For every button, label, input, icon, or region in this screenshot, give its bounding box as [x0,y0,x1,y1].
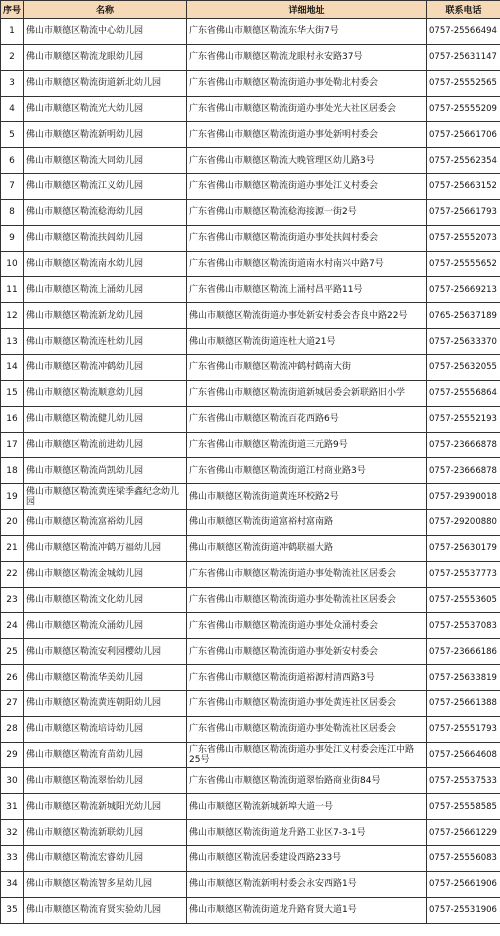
cell-index: 7 [1,174,24,200]
table-row [1,871,500,897]
cell-name: 佛山市顺德区勒流新城阳光幼儿园 [24,794,187,820]
cell-index: 32 [1,820,24,846]
cell-name: 佛山市顺德区勒流连杜幼儿园 [24,329,187,355]
cell-name: 佛山市顺德区勒流安利园樱幼儿园 [24,639,187,665]
cell-index: 14 [1,354,24,380]
table-row [1,742,500,768]
table-row [1,484,500,510]
cell-name: 佛山市顺德区勒流华美幼儿园 [24,665,187,691]
cell-index: 31 [1,794,24,820]
header-address: 详细地址 [187,1,427,19]
table-row [1,251,500,277]
table-row [1,510,500,536]
cell-phone: 0757-25552073 [427,225,500,251]
cell-phone: 0757-25558585 [427,794,500,820]
cell-phone: 0757-25663152 [427,174,500,200]
cell-phone: 0757-23666878 [427,432,500,458]
table-header-row [1,1,500,19]
cell-name: 佛山市顺德区勒流金城幼儿园 [24,561,187,587]
table-row [1,432,500,458]
cell-phone: 0757-23666186 [427,639,500,665]
cell-name: 佛山市顺德区勒流黄连梁季鑫纪念幼儿园 [24,484,187,510]
cell-address: 佛山市顺德区勒流街道黄连环校路2号 [187,484,427,510]
cell-index: 29 [1,742,24,768]
cell-name: 佛山市顺德区勒流中心幼儿园 [24,19,187,45]
cell-address: 广东省佛山市顺德区勒流街道办事处黄连社区居委会 [187,690,427,716]
cell-index: 33 [1,846,24,872]
cell-index: 25 [1,639,24,665]
table-row [1,96,500,122]
cell-index: 8 [1,199,24,225]
cell-name: 佛山市顺德区勒流尚凯幼儿园 [24,458,187,484]
table-row [1,587,500,613]
table-row [1,354,500,380]
cell-name: 佛山市顺德区勒流冲鹤幼儿园 [24,354,187,380]
cell-address: 广东省佛山市顺德区勒流龙眼村永安路37号 [187,44,427,70]
cell-phone: 0757-25537773 [427,561,500,587]
table-row [1,303,500,329]
cell-index: 4 [1,96,24,122]
cell-name: 佛山市顺德区勒流稔海幼儿园 [24,199,187,225]
table-row [1,19,500,45]
cell-phone: 0757-25661706 [427,122,500,148]
cell-address: 广东省佛山市顺德区勒流街道办事处江义村委会连江中路25号 [187,742,427,768]
cell-name: 佛山市顺德区勒流健儿幼儿园 [24,406,187,432]
cell-address: 佛山市顺德区勒流新城新埠大道一号 [187,794,427,820]
cell-index: 18 [1,458,24,484]
table-row [1,535,500,561]
cell-name: 佛山市顺德区勒流黄连朝阳幼儿园 [24,690,187,716]
cell-name: 佛山市顺德区勒流翠怡幼儿园 [24,768,187,794]
header-name: 名称 [24,1,187,19]
cell-phone: 0757-25631147 [427,44,500,70]
cell-phone: 0757-25661229 [427,820,500,846]
cell-name: 佛山市顺德区勒流文化幼儿园 [24,587,187,613]
cell-name: 佛山市顺德区勒流前进幼儿园 [24,432,187,458]
cell-index: 11 [1,277,24,303]
cell-address: 佛山市顺德区勒流街道冲鹤联福大路 [187,535,427,561]
cell-name: 佛山市顺德区勒流上涌幼儿园 [24,277,187,303]
cell-index: 26 [1,665,24,691]
cell-name: 佛山市顺德区勒流南水幼儿园 [24,251,187,277]
cell-index: 15 [1,380,24,406]
cell-name: 佛山市顺德区勒流扶闾幼儿园 [24,225,187,251]
cell-address: 佛山市顺德区勒流街道龙升路工业区7-3-1号 [187,820,427,846]
cell-address: 广东省佛山市顺德区勒流稔海接源一街2号 [187,199,427,225]
table-row [1,716,500,742]
cell-phone: 0765-25637189 [427,303,500,329]
cell-phone: 0757-25555652 [427,251,500,277]
cell-index: 28 [1,716,24,742]
cell-index: 2 [1,44,24,70]
cell-address: 佛山市顺德区勒流居委建设西路233号 [187,846,427,872]
table-row [1,122,500,148]
cell-name: 佛山市顺德区勒流育苗幼儿园 [24,742,187,768]
cell-name: 佛山市顺德区勒流新联幼儿园 [24,820,187,846]
cell-index: 30 [1,768,24,794]
cell-address: 广东省佛山市顺德区勒流街道办事处勒流社区居委会 [187,716,427,742]
cell-address: 广东省佛山市顺德区勒流街道办事处众涌村委会 [187,613,427,639]
cell-address: 广东省佛山市顺德区勒流东华大街7号 [187,19,427,45]
table-row [1,225,500,251]
cell-name: 佛山市顺德区勒流智多星幼儿园 [24,871,187,897]
cell-index: 10 [1,251,24,277]
cell-index: 21 [1,535,24,561]
cell-address: 广东省佛山市顺德区勒流街道办事处勒北村委会 [187,70,427,96]
cell-name: 佛山市顺德区勒流培诗幼儿园 [24,716,187,742]
table-row [1,44,500,70]
table-row [1,690,500,716]
table-row [1,768,500,794]
cell-index: 16 [1,406,24,432]
cell-name: 佛山市顺德区勒流龙眼幼儿园 [24,44,187,70]
cell-phone: 0757-23666878 [427,458,500,484]
table-row [1,846,500,872]
cell-address: 广东省佛山市顺德区勒流街道办事处勒流社区居委会 [187,561,427,587]
cell-index: 23 [1,587,24,613]
cell-address: 广东省佛山市顺德区勒流街道办事处新明村委会 [187,122,427,148]
cell-phone: 0757-29200880 [427,510,500,536]
cell-index: 34 [1,871,24,897]
table-row [1,665,500,691]
cell-phone: 0757-25552193 [427,406,500,432]
cell-address: 广东省佛山市顺德区勒流街道三元路9号 [187,432,427,458]
table-row [1,329,500,355]
cell-index: 20 [1,510,24,536]
cell-address: 广东省佛山市顺德区勒流大晚管理区幼儿路3号 [187,148,427,174]
cell-index: 24 [1,613,24,639]
cell-address: 广东省佛山市顺德区勒流街道办事处扶闾村委会 [187,225,427,251]
table-row [1,70,500,96]
cell-name: 佛山市顺德区勒流育贤实验幼儿园 [24,897,187,923]
cell-phone: 0757-25661793 [427,199,500,225]
cell-address: 广东省佛山市顺德区勒流街道办事处勒流社区居委会 [187,587,427,613]
cell-phone: 0757-25630179 [427,535,500,561]
cell-phone: 0757-29390018 [427,484,500,510]
cell-phone: 0757-25661906 [427,871,500,897]
cell-address: 佛山市顺德区勒流街道连杜大道21号 [187,329,427,355]
table-row [1,613,500,639]
cell-address: 广东省佛山市顺德区勒流街道南水村南兴中路7号 [187,251,427,277]
cell-name: 佛山市顺德区勒流江义幼儿园 [24,174,187,200]
cell-address: 广东省佛山市顺德区勒流街道新城居委会新联路旧小学 [187,380,427,406]
table-body [1,19,500,924]
table-row [1,199,500,225]
table-row [1,897,500,923]
cell-phone: 0757-25553605 [427,587,500,613]
cell-index: 19 [1,484,24,510]
cell-phone: 0757-25537083 [427,613,500,639]
cell-index: 5 [1,122,24,148]
cell-phone: 0757-25531906 [427,897,500,923]
cell-phone: 0757-25632055 [427,354,500,380]
cell-address: 广东省佛山市顺德区勒流街道翠怡路商业街84号 [187,768,427,794]
cell-address: 广东省佛山市顺德区勒流百花西路6号 [187,406,427,432]
cell-address: 广东省佛山市顺德区勒流街道办事处江义村委会 [187,174,427,200]
cell-name: 佛山市顺德区勒流大同幼儿园 [24,148,187,174]
table-row [1,406,500,432]
cell-index: 1 [1,19,24,45]
cell-name: 佛山市顺德区勒流富裕幼儿园 [24,510,187,536]
cell-address: 广东省佛山市顺德区勒流街道江村商业路3号 [187,458,427,484]
cell-index: 3 [1,70,24,96]
cell-phone: 0757-25562354 [427,148,500,174]
cell-phone: 0757-25661388 [427,690,500,716]
cell-name: 佛山市顺德区勒流顺意幼儿园 [24,380,187,406]
cell-phone: 0757-25552565 [427,70,500,96]
cell-index: 13 [1,329,24,355]
cell-phone: 0757-25669213 [427,277,500,303]
cell-name: 佛山市顺德区勒流冲鹤万福幼儿园 [24,535,187,561]
cell-phone: 0757-25551793 [427,716,500,742]
cell-phone: 0757-25633819 [427,665,500,691]
table-row [1,561,500,587]
cell-phone: 0757-25537533 [427,768,500,794]
cell-address: 佛山市顺德区勒流街道办事处新安村委会杏良中路22号 [187,303,427,329]
cell-address: 佛山市顺德区勒流街道龙升路育贤大道1号 [187,897,427,923]
cell-index: 27 [1,690,24,716]
cell-phone: 0757-25556864 [427,380,500,406]
table-row [1,277,500,303]
cell-address: 佛山市顺德区勒流街道富裕村富南路 [187,510,427,536]
cell-index: 35 [1,897,24,923]
cell-index: 6 [1,148,24,174]
cell-name: 佛山市顺德区勒流光大幼儿园 [24,96,187,122]
table-row [1,820,500,846]
cell-index: 12 [1,303,24,329]
cell-phone: 0757-25556083 [427,846,500,872]
cell-name: 佛山市顺德区勒流宏睿幼儿园 [24,846,187,872]
cell-name: 佛山市顺德区勒流众涌幼儿园 [24,613,187,639]
cell-address: 广东省佛山市顺德区勒流街道裕源村清西路3号 [187,665,427,691]
cell-index: 17 [1,432,24,458]
cell-address: 佛山市顺德区勒流新明村委会永安西路1号 [187,871,427,897]
cell-phone: 0757-25555209 [427,96,500,122]
cell-phone: 0757-25664608 [427,742,500,768]
table-row [1,174,500,200]
cell-address: 广东省佛山市顺德区勒流街道办事处新安村委会 [187,639,427,665]
header-index: 序号 [1,1,24,19]
cell-index: 9 [1,225,24,251]
cell-address: 广东省佛山市顺德区勒流冲鹤村鹤南大街 [187,354,427,380]
table-row [1,794,500,820]
cell-address: 广东省佛山市顺德区勒流街道办事处光大社区居委会 [187,96,427,122]
cell-address: 广东省佛山市顺德区勒流上涌村昌平路11号 [187,277,427,303]
cell-index: 22 [1,561,24,587]
cell-name: 佛山市顺德区勒流街道新北幼儿园 [24,70,187,96]
cell-name: 佛山市顺德区勒流新龙幼儿园 [24,303,187,329]
cell-phone: 0757-25633370 [427,329,500,355]
table-row [1,458,500,484]
table-row [1,639,500,665]
cell-name: 佛山市顺德区勒流新明幼儿园 [24,122,187,148]
table-row [1,380,500,406]
cell-phone: 0757-25566494 [427,19,500,45]
header-phone: 联系电话 [427,1,500,19]
table-row [1,148,500,174]
